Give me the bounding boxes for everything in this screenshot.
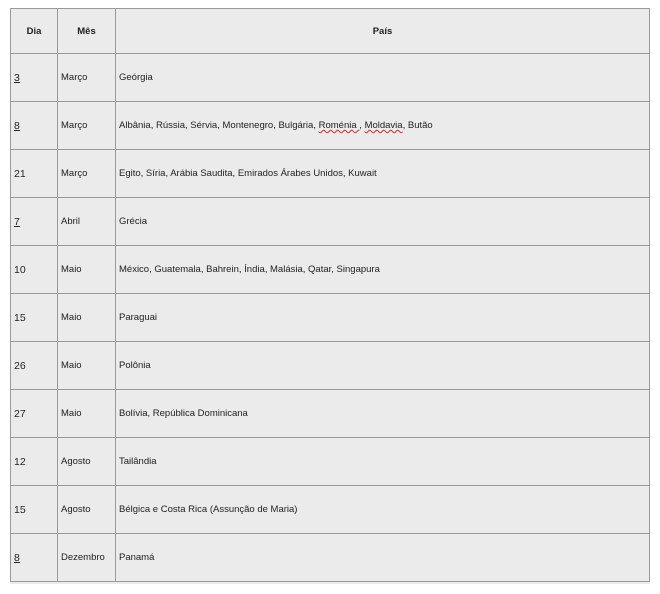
cell-mes: Dezembro [58, 534, 116, 582]
spellcheck-word: Moldavia [364, 120, 403, 131]
cell-mes: Maio [58, 342, 116, 390]
cell-mes: Março [58, 102, 116, 150]
table-row [11, 102, 650, 150]
cell-dia: 10 [11, 246, 58, 294]
pais-text: , Butão [402, 120, 433, 131]
cell-dia: 12 [11, 438, 58, 486]
table-row [11, 534, 650, 582]
cell-dia: 8 [11, 102, 58, 150]
table-row [11, 150, 650, 198]
cell-pais [116, 102, 650, 150]
pais-text: Albânia, Rússia, Sérvia, Montenegro, Bulgária, [119, 120, 319, 131]
cell-pais: Egito, Síria, Arábia Saudita, Emirados Árabes Unidos, Kuwait [116, 150, 650, 198]
cell-dia: 21 [11, 150, 58, 198]
cell-dia: 27 [11, 390, 58, 438]
cell-dia: 15 [11, 486, 58, 534]
cell-pais: Panamá [116, 534, 650, 582]
cell-mes: Maio [58, 294, 116, 342]
table-row [11, 438, 650, 486]
cell-pais: Geórgia [116, 54, 650, 102]
cell-mes: Março [58, 150, 116, 198]
cell-mes: Agosto [58, 486, 116, 534]
cell-mes: Agosto [58, 438, 116, 486]
holidays-table [10, 8, 650, 582]
cell-pais: Grécia [116, 198, 650, 246]
cell-dia: 7 [11, 198, 58, 246]
header-dia: Dia [11, 9, 58, 54]
cell-mes: Maio [58, 246, 116, 294]
table-row [11, 198, 650, 246]
cell-mes: Maio [58, 390, 116, 438]
cell-dia: 3 [11, 54, 58, 102]
cell-pais: Paraguai [116, 294, 650, 342]
table-row [11, 486, 650, 534]
header-pais: País [116, 9, 650, 54]
table-row [11, 294, 650, 342]
cell-pais: Polônia [116, 342, 650, 390]
table-row [11, 54, 650, 102]
cell-pais: Tailândia [116, 438, 650, 486]
pais-text: , [359, 120, 365, 131]
cell-pais: Bélgica e Costa Rica (Assunção de Maria) [116, 486, 650, 534]
cell-dia: 26 [11, 342, 58, 390]
spellcheck-word: Roménia [318, 120, 360, 131]
table-row [11, 342, 650, 390]
table-row [11, 246, 650, 294]
cell-pais: Bolívia, República Dominicana [116, 390, 650, 438]
cell-dia: 8 [11, 534, 58, 582]
table-header-row [11, 9, 650, 54]
header-mes: Mês [58, 9, 116, 54]
cell-mes: Abril [58, 198, 116, 246]
cell-pais: México, Guatemala, Bahrein, Índia, Malásia, Qatar, Singapura [116, 246, 650, 294]
table-row [11, 390, 650, 438]
cell-mes: Março [58, 54, 116, 102]
cell-dia: 15 [11, 294, 58, 342]
